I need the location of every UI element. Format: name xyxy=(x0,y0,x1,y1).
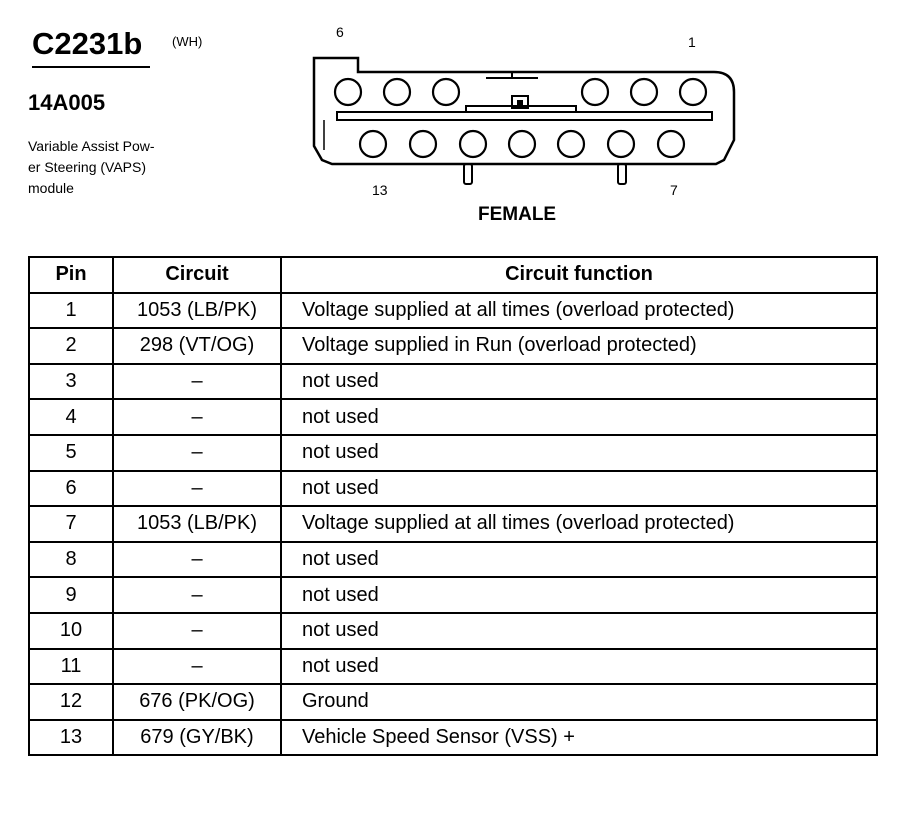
pin-label-top-right: 1 xyxy=(688,34,696,50)
connector-gender: FEMALE xyxy=(478,204,557,225)
circuit-function: not used xyxy=(281,399,877,435)
pin-label-bottom-right: 7 xyxy=(670,182,678,198)
connector-description xyxy=(28,136,203,199)
circuit-function: not used xyxy=(281,542,877,578)
circuit-function: not used xyxy=(281,577,877,613)
pin-number: 2 xyxy=(29,328,113,364)
circuit-function: Voltage supplied at all times (overload protected) xyxy=(281,293,877,329)
pin-socket xyxy=(410,131,436,157)
circuit-code: – xyxy=(113,364,281,400)
circuit-function: not used xyxy=(281,364,877,400)
table-row xyxy=(29,577,877,613)
table-row xyxy=(29,506,877,542)
pin-number: 7 xyxy=(29,506,113,542)
circuit-function: Vehicle Speed Sensor (VSS) + xyxy=(281,720,877,756)
pin-socket xyxy=(631,79,657,105)
wire-color-code: (WH) xyxy=(172,34,203,49)
table-row xyxy=(29,328,877,364)
circuit-function: not used xyxy=(281,471,877,507)
circuit-function: not used xyxy=(281,649,877,685)
circuit-code: – xyxy=(113,435,281,471)
table-row xyxy=(29,364,877,400)
pin-socket xyxy=(460,131,486,157)
circuit-function: Voltage supplied at all times (overload protected) xyxy=(281,506,877,542)
pin-socket xyxy=(335,79,361,105)
pinout-table xyxy=(28,256,878,756)
key-bar xyxy=(337,112,712,120)
circuit-code: 679 (GY/BK) xyxy=(113,720,281,756)
circuit-code: – xyxy=(113,542,281,578)
table-header-row xyxy=(29,257,877,293)
table-row xyxy=(29,613,877,649)
table-row xyxy=(29,471,877,507)
table-row xyxy=(29,542,877,578)
pin-number: 8 xyxy=(29,542,113,578)
header-circuit-function: Circuit function xyxy=(281,257,877,293)
bottom-row-pins xyxy=(360,131,684,157)
description-line: module xyxy=(28,180,74,196)
pin-label-top-left: 6 xyxy=(336,24,344,40)
circuit-code: 1053 (LB/PK) xyxy=(113,506,281,542)
header-circuit: Circuit xyxy=(113,257,281,293)
pin-number: 11 xyxy=(29,649,113,685)
circuit-function: not used xyxy=(281,613,877,649)
circuit-function: Ground xyxy=(281,684,877,720)
circuit-code: 1053 (LB/PK) xyxy=(113,293,281,329)
pin-number: 3 xyxy=(29,364,113,400)
pin-socket xyxy=(582,79,608,105)
pin-number: 9 xyxy=(29,577,113,613)
circuit-code: 298 (VT/OG) xyxy=(113,328,281,364)
title-underline xyxy=(32,66,150,68)
table-row xyxy=(29,684,877,720)
table-row xyxy=(29,293,877,329)
part-number: 14A005 xyxy=(28,90,106,115)
pin-socket xyxy=(509,131,535,157)
locator-peg-right xyxy=(618,164,626,184)
pin-number: 12 xyxy=(29,684,113,720)
description-line: er Steering (VAPS) xyxy=(28,159,147,175)
connector-title: C2231b xyxy=(32,26,143,61)
pin-socket xyxy=(558,131,584,157)
pin-number: 4 xyxy=(29,399,113,435)
description-line: Variable Assist Pow- xyxy=(28,138,155,154)
table-row xyxy=(29,649,877,685)
circuit-function: not used xyxy=(281,435,877,471)
circuit-code: – xyxy=(113,399,281,435)
pin-label-bottom-left: 13 xyxy=(372,182,388,198)
circuit-code: – xyxy=(113,471,281,507)
header-pin: Pin xyxy=(29,257,113,293)
table-row xyxy=(29,399,877,435)
pin-socket xyxy=(658,131,684,157)
pin-number: 1 xyxy=(29,293,113,329)
circuit-function: Voltage supplied in Run (overload protected) xyxy=(281,328,877,364)
pin-socket xyxy=(608,131,634,157)
pin-number: 5 xyxy=(29,435,113,471)
circuit-code: 676 (PK/OG) xyxy=(113,684,281,720)
pin-socket xyxy=(680,79,706,105)
circuit-code: – xyxy=(113,577,281,613)
pin-number: 13 xyxy=(29,720,113,756)
table-row xyxy=(29,720,877,756)
pin-socket xyxy=(433,79,459,105)
circuit-code: – xyxy=(113,613,281,649)
circuit-code: – xyxy=(113,649,281,685)
pin-number: 10 xyxy=(29,613,113,649)
pin-socket xyxy=(360,131,386,157)
pin-socket xyxy=(384,79,410,105)
locator-peg-left xyxy=(464,164,472,184)
center-key-inner xyxy=(517,100,523,108)
pin-number: 6 xyxy=(29,471,113,507)
table-row xyxy=(29,435,877,471)
